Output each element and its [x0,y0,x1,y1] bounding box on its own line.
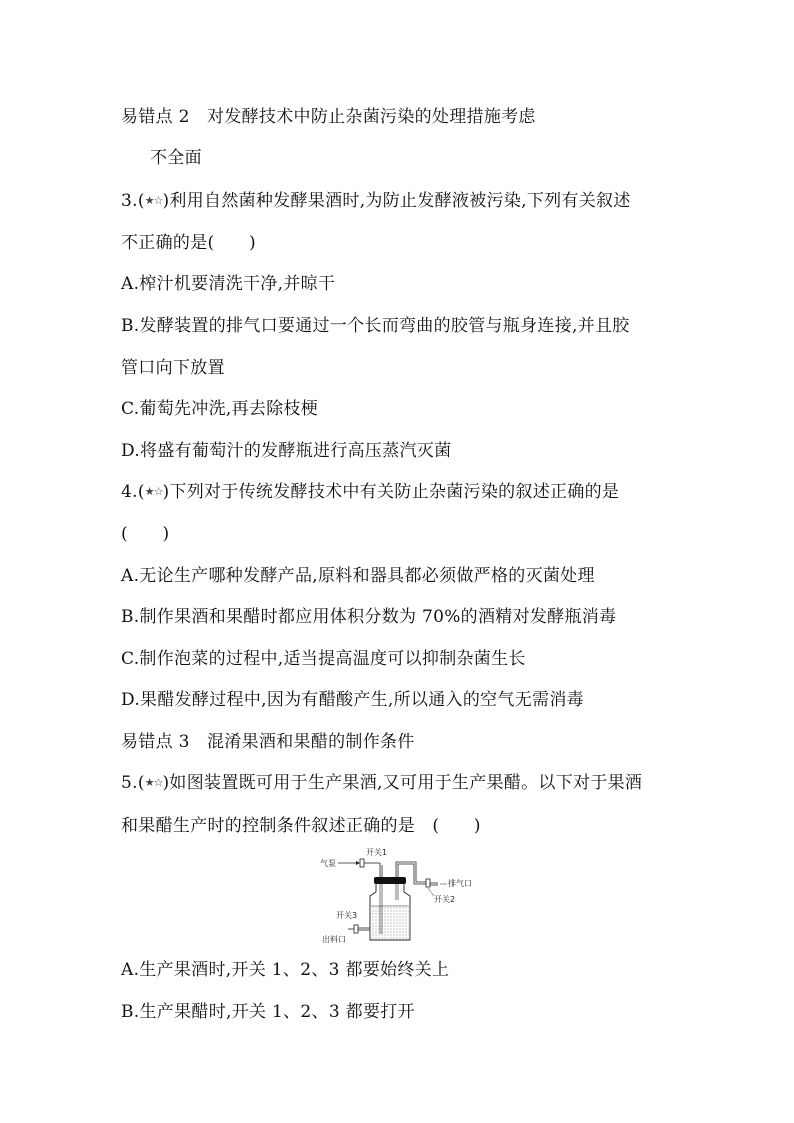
switch-3-icon [354,925,358,933]
label-switch-3: 开关3 [336,911,358,920]
switch-1-icon [360,859,364,867]
q3-stem-line-2: 不正确的是( ) [121,233,256,253]
q5-stem-line-1 [121,772,642,794]
q4-option-d: D.果醋发酵过程中,因为有醋酸产生,所以通入的空气无需消毒 [121,690,584,710]
q4-stem-line-1 [121,481,619,503]
q4-option-c: C.制作泡菜的过程中,适当提高温度可以抑制杂菌生长 [121,649,526,669]
label-switch-1: 开关1 [366,848,388,857]
label-switch-2: 开关2 [434,895,456,904]
q3-option-d: D.将盛有葡萄汁的发酵瓶进行高压蒸汽灭菌 [121,441,452,461]
label-exhaust: 排气口 [448,879,472,888]
q5-stem-line-2: 和果醋生产时的控制条件叙述正确的是 ( ) [121,816,481,836]
q4-option-a: A.无论生产哪种发酵产品,原料和器具都必须做严格的灭菌处理 [121,566,595,586]
q3-option-b-line-1: B.发酵装置的排气口要通过一个长而弯曲的胶管与瓶身连接,并且胶 [121,316,630,336]
difficulty-stars-icon: ★☆ [144,194,163,207]
q4-option-b: B.制作果酒和果醋时都应用体积分数为 70%的酒精对发酵瓶消毒 [121,607,617,627]
q4-stem-line-2: ( ) [121,524,170,544]
q5-stem-text: )如图装置既可用于生产果酒,又可用于生产果醋。以下对于果酒 [162,773,643,793]
liquid-icon [371,906,409,939]
section-3-title: 易错点 3 混淆果酒和果醋的制作条件 [121,732,415,752]
section-2-title-cont: 不全面 [150,148,202,168]
switch-2-icon [426,879,430,887]
stopper-icon [374,877,406,884]
q5-option-b: B.生产果醋时,开关 1、2、3 都要打开 [121,1002,415,1022]
q3-option-b-line-2: 管口向下放置 [121,358,225,378]
q3-stem-text: )利用自然菌种发酵果酒时,为防止发酵液被污染,下列有关叙述 [162,191,631,211]
q3-option-a: A.榨汁机要清洗干净,并晾干 [121,274,336,294]
label-outlet: 出料口 [322,935,346,944]
q5-option-a: A.生产果酒时,开关 1、2、3 都要始终关上 [121,960,450,980]
q3-stem-line-1 [121,190,631,212]
q3-number: 3.( [121,191,145,211]
q4-stem-text: )下列对于传统发酵技术中有关防止杂菌污染的叙述正确的是 [162,482,620,502]
fermentation-apparatus-diagram [318,844,488,944]
section-2-title: 易错点 2 对发酵技术中防止杂菌污染的处理措施考虑 [121,107,536,127]
q4-number: 4.( [121,482,145,502]
label-pump: 气泵 [320,859,336,868]
difficulty-stars-icon: ★☆ [144,776,163,789]
difficulty-stars-icon: ★☆ [144,485,163,498]
q3-option-c: C.葡萄先冲洗,再去除枝梗 [121,399,319,419]
q5-number: 5.( [121,773,145,793]
